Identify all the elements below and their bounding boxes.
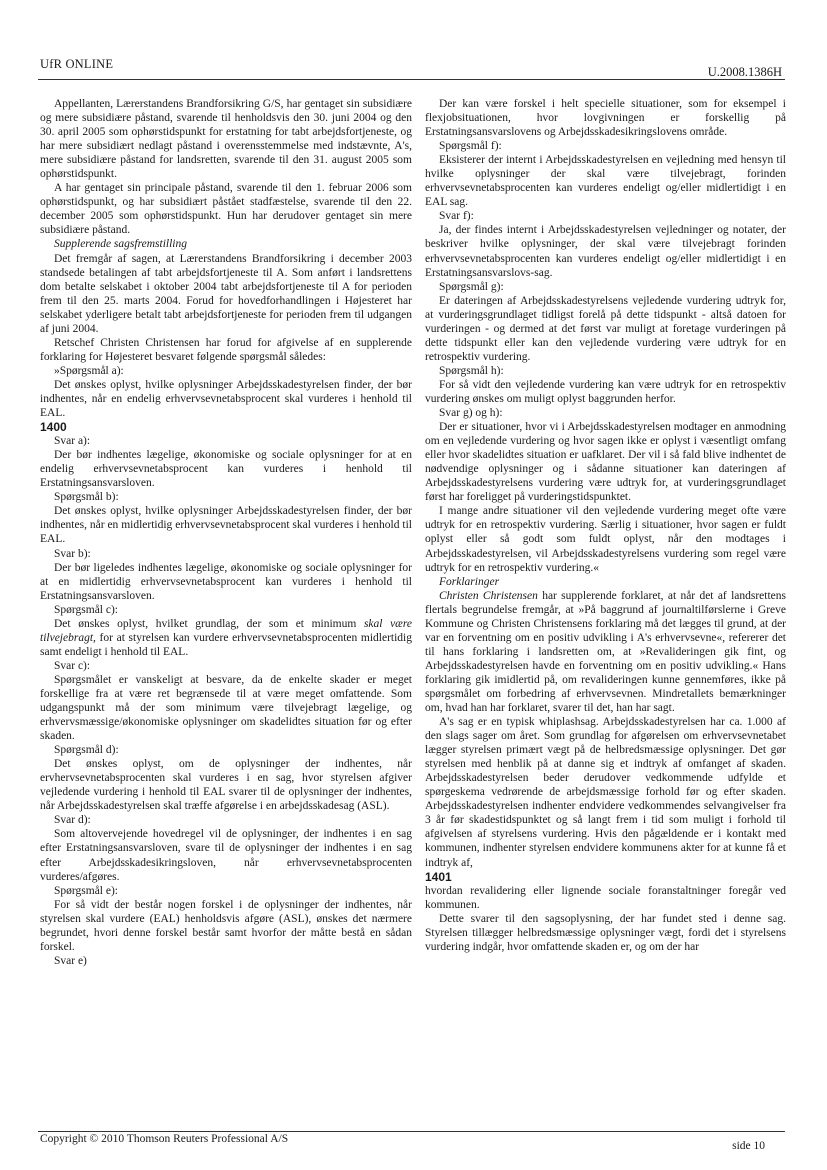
paragraph: Spørgsmål c): bbox=[54, 603, 118, 616]
paragraph: Svar c): bbox=[54, 659, 91, 672]
paragraph: Appellanten, Lærerstandens Brandforsikring G/S, har gentaget sin subsidiære og mere subsidiære påstand, svarende til henholdsvis den 30. juni 2004 og den 30. april 2005 som ophørstidspunkt for erstatning for tabt arbejdsfortjeneste, og har mere subsidiært nedlagt påstand i overensstemmelse med indstævnte, A's, mere subsidiære påstand for landsretten, svarende til den 31. august 2005 som ophørstidspunkt. bbox=[40, 98, 412, 181]
paragraph: Spørgsmål f): bbox=[439, 140, 502, 153]
page-marker: 1400 bbox=[40, 420, 67, 435]
paragraph: hvordan revalidering eller lignende sociale foranstaltninger foregår ved kommunen. bbox=[425, 884, 786, 911]
page-marker: 1401 bbox=[425, 869, 452, 884]
paragraph: Svar d): bbox=[54, 814, 91, 827]
right-text-column bbox=[425, 97, 786, 954]
paragraph: A's sag er en typisk whiplashsag. Arbejdsskadestyrelsen har ca. 1.000 af den slags sager om året. Som grundlag for afgørelsen om erhvervsevnetabet lægger styrelsen primært vægt på de helbredsmæssige oplysninger. Det gør styrelsen med henblik på at danne sig et indtryk af omfanget af skaden. Arbejdsskadestyrelsen beder derudover vedkommende udfylde et spørgeskema vedrørende de arbejdsmæssige forhold før og efter skaden. Arbejdsskadestyrelsen indhenter endvidere vedkommendes selvangivelser fra 3 år før skadestidspunktet og så langt frem i tid som muligt i forhold til afgivelsen af styrelsens vurdering. Hvis den pågældende er i kontakt med kommunen, indhenter styrelsen endvidere kommunens akter for at kunne få et indtryk af, bbox=[425, 716, 786, 869]
paragraph: For så vidt den vejledende vurdering kan være udtryk for en retrospektiv vurdering ønskes om muligt oplyst baggrunden herfor. bbox=[425, 378, 786, 405]
text-segment: Det ønskes oplyst, hvilket grundlag, der som et minimum bbox=[54, 617, 364, 630]
paragraph: Det ønskes oplyst, om de oplysninger der indhentes, når ervhervsevnetabsprocenten skal vurderes i en sag, hvor styrelsen afgiver vejledende vurdering i henhold til EAL svarer til de oplysninger der indhentes, når Arbejdsskadestyrelsen skal træffe afgørelse i en arbejdsskadesag (ASL). bbox=[40, 758, 412, 813]
paragraph: Der bør ligeledes indhentes lægelige, økonomiske og sociale oplysninger for at en midlertidig erhvervsevnetabsprocent kan vurderes i henhold til Erstatningsansvarsloven. bbox=[40, 561, 412, 602]
paragraph: Som altovervejende hovedregel vil de oplysninger, der indhentes i en sag efter Erstatningsansvarsloven, svare til de oplysninger der indhentes i en sag efter Arbejdsskadesikringsloven, når erhvervsevnetabsprocenten vurderes/afgøres. bbox=[40, 828, 412, 883]
paragraph bbox=[40, 617, 412, 659]
paragraph: Retschef Christen Christensen har forud for afgivelse af en supplerende forklaring for Højesteret besvaret følgende spørgsmål således: bbox=[40, 336, 412, 363]
paragraph: Svar a): bbox=[54, 435, 91, 448]
paragraph: Det fremgår af sagen, at Lærerstandens Brandforsikring i december 2003 standsede betalingen af tabt arbejdsfortjeneste til A. Som anført i landsrettens dom betalte selskabet i oktober 2004 tabt arbejdsfortjeneste til A for perioden frem til den 25. marts 2004. Forud for hovedforhandlingen i Højesteret har selskabet yderligere betalt tabt arbejdsfortjeneste for perioden frem til udgangen af juni 2004. bbox=[40, 252, 412, 335]
paragraph: A har gentaget sin principale påstand, svarende til den 1. februar 2006 som ophørstidspunkt, og har subsidiært påstået stadfæstelse, svarende til den 22. december 2005 som ophørstidspunkt. Hun har derudover gentaget sin mere subsidiære påstand. bbox=[40, 182, 412, 237]
text-segment: for at styrelsen kan vurdere erhvervsevnetabsprocenten midlertidig samt endeligt i henhold til EAL. bbox=[40, 631, 412, 658]
text-segment: har supplerende forklaret, at når det af landsrettens flertals begrundelse fremgår, at »På baggrund af journaltilførslerne i Greve Kommune og Christen Christensens forklaring må det lægges til grund, at der var en forventning om en positiv udvikling i A's erhvervsevne«, refererer det til hans forklaring i landsretten om, at »Revalideringen gik fint, og Arbejdsskadestyrelsen havde en forventning om en positiv udvikling.« Hans forklaring gik imidlertid på, om revalideringen kunne gennemføres, ikke på spørgsmålet om forbedring af erhvervsevnen. Mindretallets bemærkninger om, hvad han har forklaret, svarer til det, han har sagt. bbox=[425, 589, 786, 715]
section-heading: Forklaringer bbox=[439, 575, 500, 588]
paragraph: Svar f): bbox=[439, 210, 474, 223]
paragraph: Spørgsmålet er vanskeligt at besvare, da de enkelte skader er meget forskellige fra at være ret begrænsede til at være meget omfattende. Som udgangspunkt må der som minimum være tilvejebragt lægelige, og erhvervsmæssige/økonomiske oplysninger om skadelidtes situation før og efter skaden. bbox=[40, 673, 412, 743]
paragraph: Der er situationer, hvor vi i Arbejdsskadestyrelsen modtager en anmodning om en vejledende vurdering og hvor sagen ikke er oplyst i væsentligt omfang eller hvor skadelidtes situation er uafklaret. Der vil i så fald blive indhentet de nødvendige oplysninger og i sådanne situationer kan dateringen af Arbejdsskadestyrelsens vurdering være udtryk for, at vurderingsgrundlaget først har foreligget på vurderingstidspunktet. bbox=[425, 421, 786, 504]
paragraph: Eksisterer der internt i Arbejdsskadestyrelsen en vejledning med hensyn til hvilke oplysninger der skal være tilvejebragt, forinden erhvervsevnetabsprocenten kan vurderes endeligt og/eller midlertidigt i en EAL sag. bbox=[425, 154, 786, 209]
emphasis-text: skal være tilvejebragt, bbox=[40, 617, 412, 644]
header-divider bbox=[38, 79, 785, 80]
paragraph: Det ønskes oplyst, hvilke oplysninger Arbejdsskadestyrelsen finder, der bør indhentes, når en endelig erhvervsevnetabsprocent skal vurderes i henhold til EAL. bbox=[40, 378, 412, 420]
paragraph: I mange andre situationer vil den vejledende vurdering meget ofte være udtryk for en retrospektiv vurdering. Særlig i situationer, hvor sagen er fuldt oplyst eller så godt som fuldt oplyst, når den modtages i Arbejdsskadestyrelsen, vil Arbejdsskadestyrelsens vurdering som regel være udtryk for en retrospektiv vurdering.« bbox=[425, 505, 786, 574]
section-heading: Supplerende sagsfremstilling bbox=[54, 238, 187, 251]
paragraph: Spørgsmål h): bbox=[439, 364, 504, 377]
footer-divider bbox=[38, 1131, 785, 1132]
paragraph: Spørgsmål e): bbox=[54, 884, 118, 897]
paragraph: Spørgsmål g): bbox=[439, 280, 504, 293]
page-number: side 10 bbox=[732, 1140, 765, 1152]
copyright-notice: Copyright © 2010 Thomson Reuters Professional A/S bbox=[40, 1133, 289, 1145]
publication-name: UfR ONLINE bbox=[40, 57, 114, 71]
paragraph: Svar b): bbox=[54, 547, 91, 560]
paragraph: Spørgsmål b): bbox=[54, 491, 119, 504]
paragraph: »Spørgsmål a): bbox=[54, 364, 124, 377]
paragraph: Der bør indhentes lægelige, økonomiske og sociale oplysninger for at en endelig erhvervsevnetabsprocent kan vurderes i henhold til Erstatningsansvarsloven. bbox=[40, 449, 412, 490]
paragraph: Svar g) og h): bbox=[439, 407, 503, 420]
paragraph: Det ønskes oplyst, hvilke oplysninger Arbejdsskadestyrelsen finder, der bør indhentes, når en midlertidig erhvervsevnetabsprocent skal vurderes i henhold til EAL. bbox=[40, 505, 412, 546]
paragraph: Svar e) bbox=[54, 954, 87, 967]
paragraph: Der kan være forskel i helt specielle situationer, som for eksempel i flexjobsituationen, hvor lovgivningen er forskellig på Erstatningsansvarslovens og Arbejdsskadesikringslovens område. bbox=[425, 98, 786, 139]
paragraph: For så vidt der består nogen forskel i de oplysninger der indhentes, når styrelsen skal vurdere (EAL) henholdsvis afgøre (ASL), ønskes det nærmere begrundet, hvori denne forskel består samt hvorfor der måtte bestå en sådan forskel. bbox=[40, 898, 412, 953]
paragraph bbox=[425, 589, 786, 715]
paragraph: Er dateringen af Arbejdsskadestyrelsens vejledende vurdering udtryk for, at vurderingsgrundlaget tidligst forelå på dette tidspunkt - altså datoen for vurderingen - og dermed at det først var muligt at foretage vurderingen på dette tidspunkt eller kan den vejledende vurdering være udtryk for en retrospektiv vurdering. bbox=[425, 294, 786, 363]
paragraph: Ja, der findes internt i Arbejdsskadestyrelsen vejledninger og notater, der beskriver hvilke oplysninger, der skal være tilvejebragt forinden erhvervsevnetabsprocenten kan vurderes endeligt og/eller midlertidigt i en Erstatningsansvarslovs-sag. bbox=[425, 224, 786, 279]
paragraph: Spørgsmål d): bbox=[54, 744, 119, 757]
left-text-column bbox=[40, 97, 412, 968]
emphasis-text: Christen Christensen bbox=[439, 589, 538, 602]
paragraph: Dette svarer til den sagsoplysning, der har fundet sted i denne sag. Styrelsen tillægger helbredsmæssige oplysninger vægt, fordi det i styrelsens vurdering indgår, hvor omfattende skaden er, og om der har bbox=[425, 912, 786, 953]
case-reference: U.2008.1386H bbox=[707, 65, 782, 79]
